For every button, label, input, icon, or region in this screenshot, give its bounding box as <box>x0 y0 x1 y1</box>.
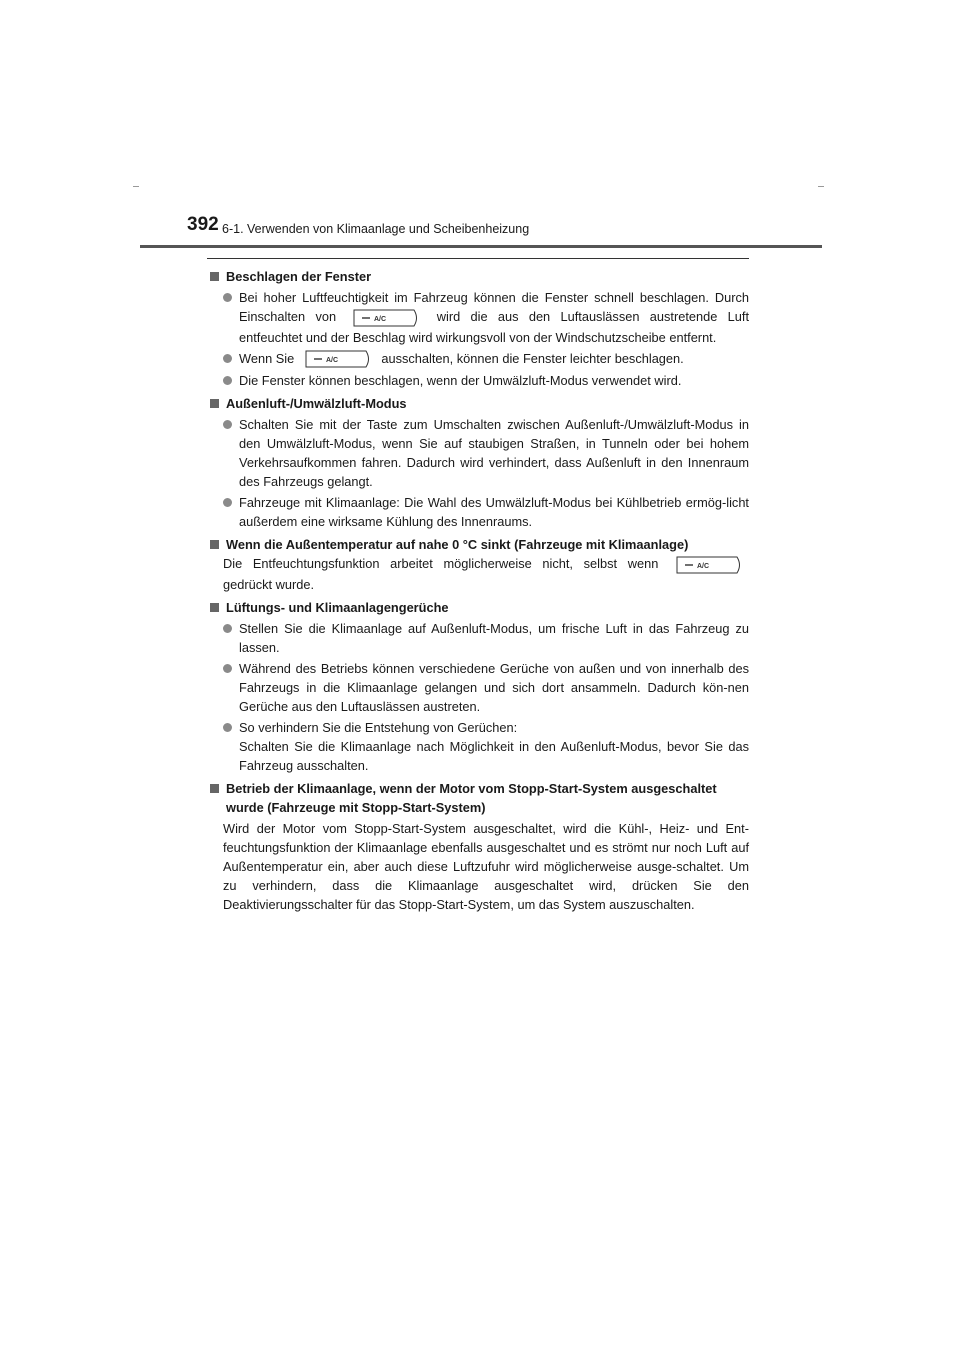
item-text: Schalten Sie mit der Taste zum Umschalten zwischen Außenluft-/Umwälzluft-Modus in den Umwälzluft-Modus, wenn Sie auf staubigen Straßen, in Tunneln oder bei hohem Verkehrsaufkommen fahren. Dadurch wird verhindert, dass Außenluft in den Innenraum des Fahrzeugs gelangt. <box>239 417 749 490</box>
section-paragraph: Wird der Motor vom Stopp-Start-System ausgeschaltet, wird die Kühl-, Heiz- und Ent-feuchtungsfunktion der Klimaanlage ebenfalls ausgeschaltet und es strömt nur noch Luft auf Außentemperatur ein, aber auch diese Luftzufuhr wird möglicherweise ausge-schaltet. Um zu verhindern, dass die Klimaanlage ausgeschaltet wird, drücken Sie den Deaktivierungsschalter für das Stopp-Start-System, um das System auszuschalten. <box>223 820 749 912</box>
round-bullet-icon <box>223 498 232 507</box>
section-heading-text: Betrieb der Klimaanlage, wenn der Motor vom Stopp-Start-System ausgeschaltet wurde (Fahrzeuge mit Stopp-Start-System) <box>226 780 717 815</box>
round-bullet-icon <box>223 723 232 732</box>
header-rule <box>140 245 822 248</box>
round-bullet-icon <box>223 624 232 633</box>
list-item <box>223 288 749 347</box>
page-number: 392 <box>187 214 219 235</box>
section-heading-text: Beschlagen der Fenster <box>226 269 372 284</box>
section-stop-start <box>207 779 749 914</box>
ac-button-icon <box>675 555 743 575</box>
list-item <box>223 415 749 491</box>
paragraph-text: Die Entfeuchtungsfunktion arbeitet möglicherweise nicht, selbst wenn <box>223 556 659 572</box>
square-bullet-icon <box>210 399 219 408</box>
item-text: Wenn Sie <box>239 350 295 366</box>
section-heading-text: Wenn die Außentemperatur auf nahe 0 °C sinkt (Fahrzeuge mit Klimaanlage) <box>226 537 689 553</box>
section-paragraph <box>223 554 749 594</box>
ac-button-label: A/C <box>325 357 338 365</box>
section-heading <box>207 779 749 817</box>
item-text: Während des Betriebs können verschiedene Gerüche von außen und von innerhalb des Fahrzeugs in die Klimaanlage gelangen und sich dort ansammeln. Dadurch kön-nen Gerüche aus den Luftauslässen austreten. <box>239 660 749 714</box>
item-text: Bei hoher Luftfeuchtigkeit im Fahrzeug können die Fenster schnell beschlagen. Durch Einschalten von <box>239 290 749 324</box>
round-bullet-icon <box>223 354 232 363</box>
section-heading <box>207 535 749 554</box>
crop-mark-left <box>133 186 139 187</box>
section-low-temperature <box>207 535 749 594</box>
item-text: Stellen Sie die Klimaanlage auf Außenluft-Modus, um frische Luft in das Fahrzeug zu lassen. <box>239 620 749 655</box>
square-bullet-icon <box>210 272 219 281</box>
square-bullet-icon <box>210 540 219 549</box>
section-title: 6-1. Verwenden von Klimaanlage und Scheibenheizung <box>222 222 530 236</box>
ac-button-label: A/C <box>697 562 710 570</box>
item-text: So verhindern Sie die Entstehung von Gerüchen: <box>239 719 518 735</box>
item-text-cont: ausschalten, können die Fenster leichter beschlagen. <box>381 350 684 366</box>
crop-mark-right <box>818 186 824 187</box>
list-item <box>223 619 749 657</box>
section-odors <box>207 598 749 775</box>
round-bullet-icon <box>223 664 232 673</box>
ac-button-icon <box>304 349 372 369</box>
item-text: Die Fenster können beschlagen, wenn der Umwälzluft-Modus verwendet wird. <box>239 373 682 389</box>
round-bullet-icon <box>223 420 232 429</box>
list-item <box>223 371 749 390</box>
paragraph-text-cont: gedrückt wurde. <box>223 576 315 592</box>
page-content <box>207 258 749 918</box>
section-heading-text: Lüftungs- und Klimaanlagengerüche <box>226 599 449 615</box>
square-bullet-icon <box>210 603 219 612</box>
list-item <box>223 349 749 370</box>
section-heading <box>207 598 749 617</box>
item-text: Fahrzeuge mit Klimaanlage: Die Wahl des Umwälzluft-Modus bei Kühlbetrieb ermög-licht außerdem eine wirksame Kühlung des Innenraums. <box>239 495 749 530</box>
round-bullet-icon <box>223 376 232 385</box>
section-heading-text: Außenluft-/Umwälzluft-Modus <box>226 396 407 412</box>
page-header <box>140 214 822 248</box>
item-text-cont: Schalten Sie die Klimaanlage nach Möglichkeit in den Außenluft-Modus, bevor Sie das Fahrzeug ausschalten. <box>239 738 749 773</box>
ac-button-icon <box>352 308 420 328</box>
section-air-mode <box>207 394 749 531</box>
section-heading <box>207 394 749 413</box>
round-bullet-icon <box>223 293 232 302</box>
list-item <box>223 493 749 531</box>
section-heading <box>207 267 749 286</box>
list-item <box>223 659 749 716</box>
square-bullet-icon <box>210 784 219 793</box>
item-text-cont: wird die aus den Luftauslässen austretende Luft entfeuchtet und der Beschlag wird wirkungsvoll von der Windschutzscheibe entfernt. <box>239 309 749 345</box>
section-fogging <box>207 267 749 390</box>
list-item <box>223 718 749 775</box>
ac-button-label: A/C <box>374 315 387 323</box>
